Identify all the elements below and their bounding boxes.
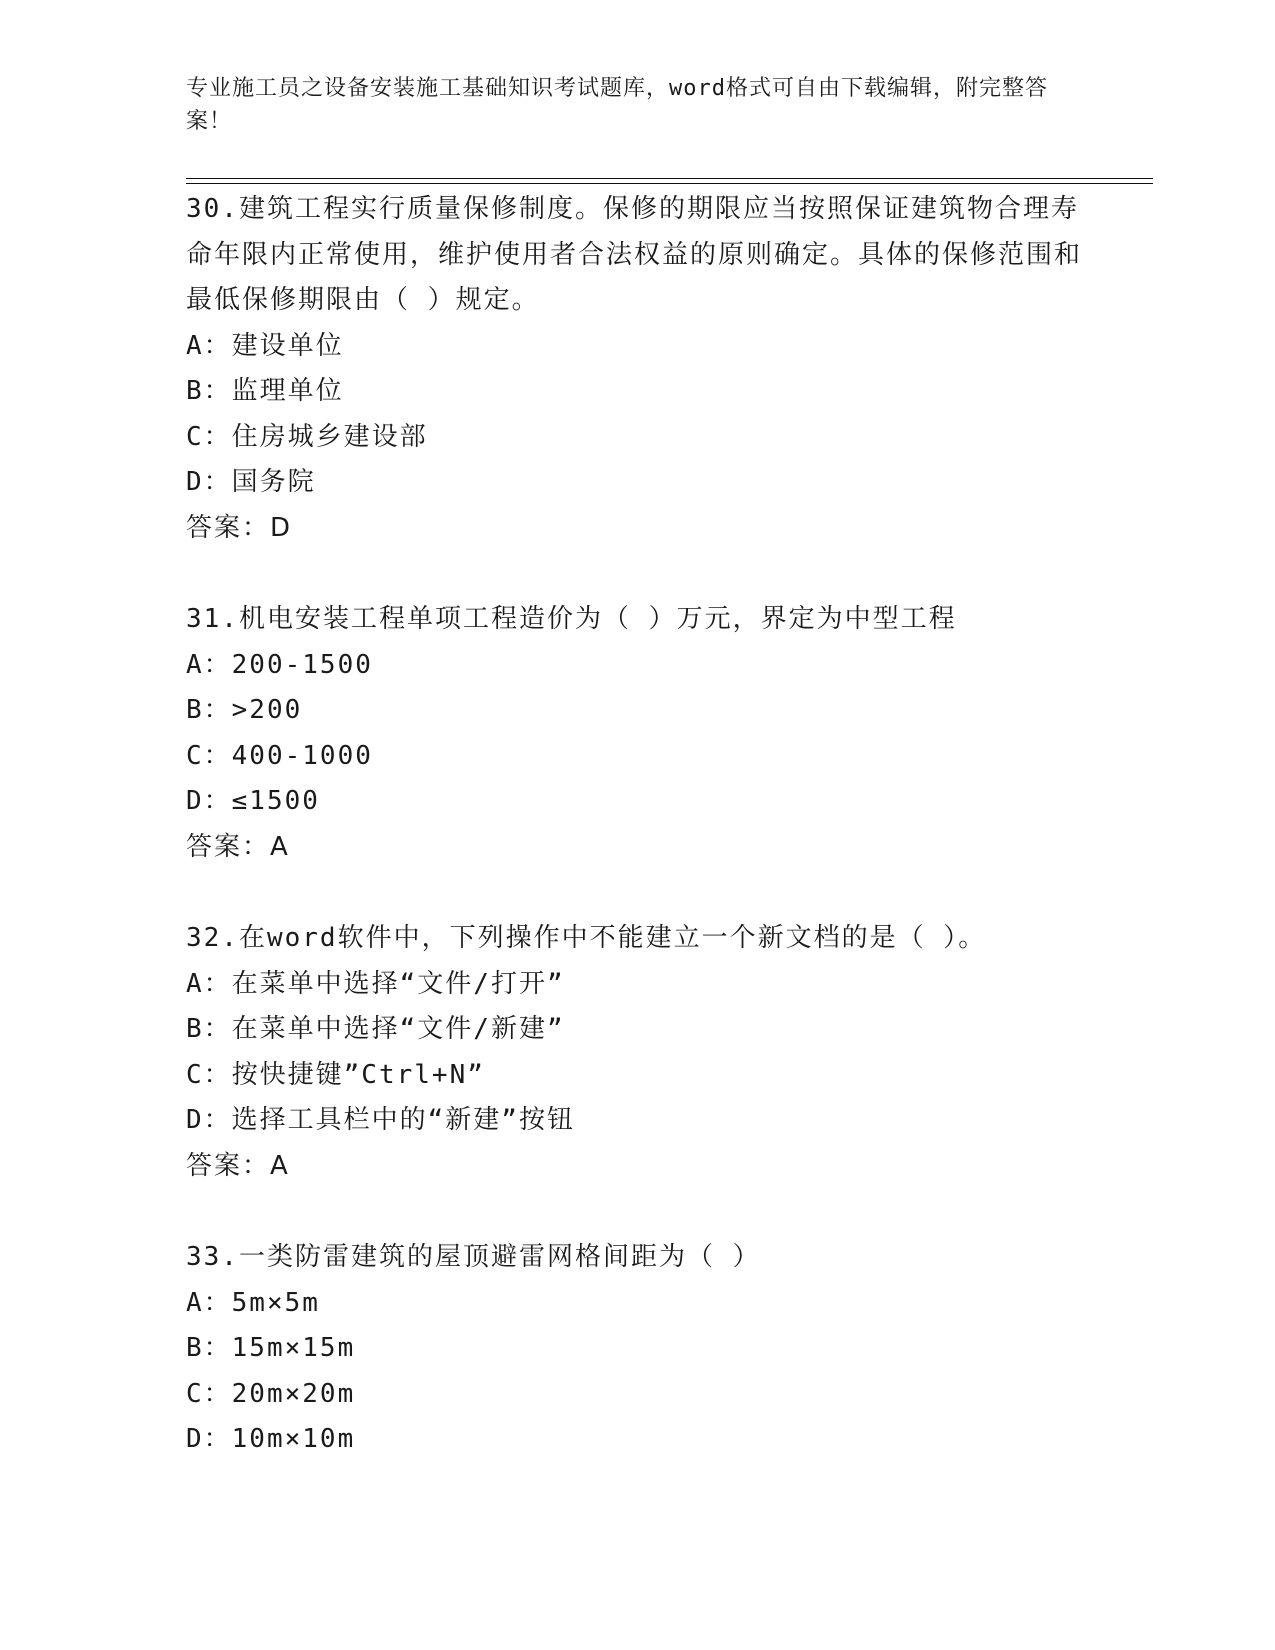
option-d: D：国务院 <box>186 467 316 497</box>
option-c: C：按快捷键”Ctrl+N” <box>186 1059 485 1090</box>
header-divider-top <box>186 178 1153 179</box>
option-a: A：建设单位 <box>186 330 344 361</box>
question-30 <box>186 187 1086 551</box>
question-stem: 33.一类防雷建筑的屋顶避雷网格间距为（ ） <box>186 1242 761 1272</box>
header-divider-bottom <box>186 183 1153 184</box>
question-stem: 32.在word软件中，下列操作中不能建立一个新文档的是（ ）。 <box>186 923 987 953</box>
answer-line: 答案：D <box>186 512 293 543</box>
answer-line: 答案：A <box>186 1150 290 1181</box>
document-header: 专业施工员之设备安装施工基础知识考试题库，word格式可自由下载编辑，附完整答案！ <box>186 76 1048 134</box>
question-stem: 30.建筑工程实行质量保修制度。保修的期限应当按照保证建筑物合理寿命年限内正常使用，维护使用者合法权益的原则确定。具体的保修范围和最低保修期限由（ ）规定。 <box>186 194 1083 315</box>
option-d: D：选择工具栏中的“新建”按钮 <box>186 1105 575 1135</box>
option-d: D：10m×10m <box>186 1424 356 1454</box>
option-b: B：监理单位 <box>186 376 344 406</box>
question-stem: 31.机电安装工程单项工程造价为（ ）万元，界定为中型工程 <box>186 604 957 634</box>
option-c: C：20m×20m <box>186 1378 356 1409</box>
answer-line: 答案：A <box>186 831 290 862</box>
option-b: B：15m×15m <box>186 1333 356 1363</box>
option-a: A：200-1500 <box>186 649 373 680</box>
option-c: C：住房城乡建设部 <box>186 421 428 452</box>
option-a: A：在菜单中选择“文件/打开” <box>186 968 565 999</box>
option-b: B：>200 <box>186 695 303 725</box>
question-33 <box>186 1235 1086 1463</box>
option-b: B：在菜单中选择“文件/新建” <box>186 1014 565 1044</box>
option-d: D：≤1500 <box>186 786 320 816</box>
question-32 <box>186 916 1086 1189</box>
option-c: C：400-1000 <box>186 740 373 771</box>
option-a: A：5m×5m <box>186 1287 320 1318</box>
question-31 <box>186 597 1086 870</box>
